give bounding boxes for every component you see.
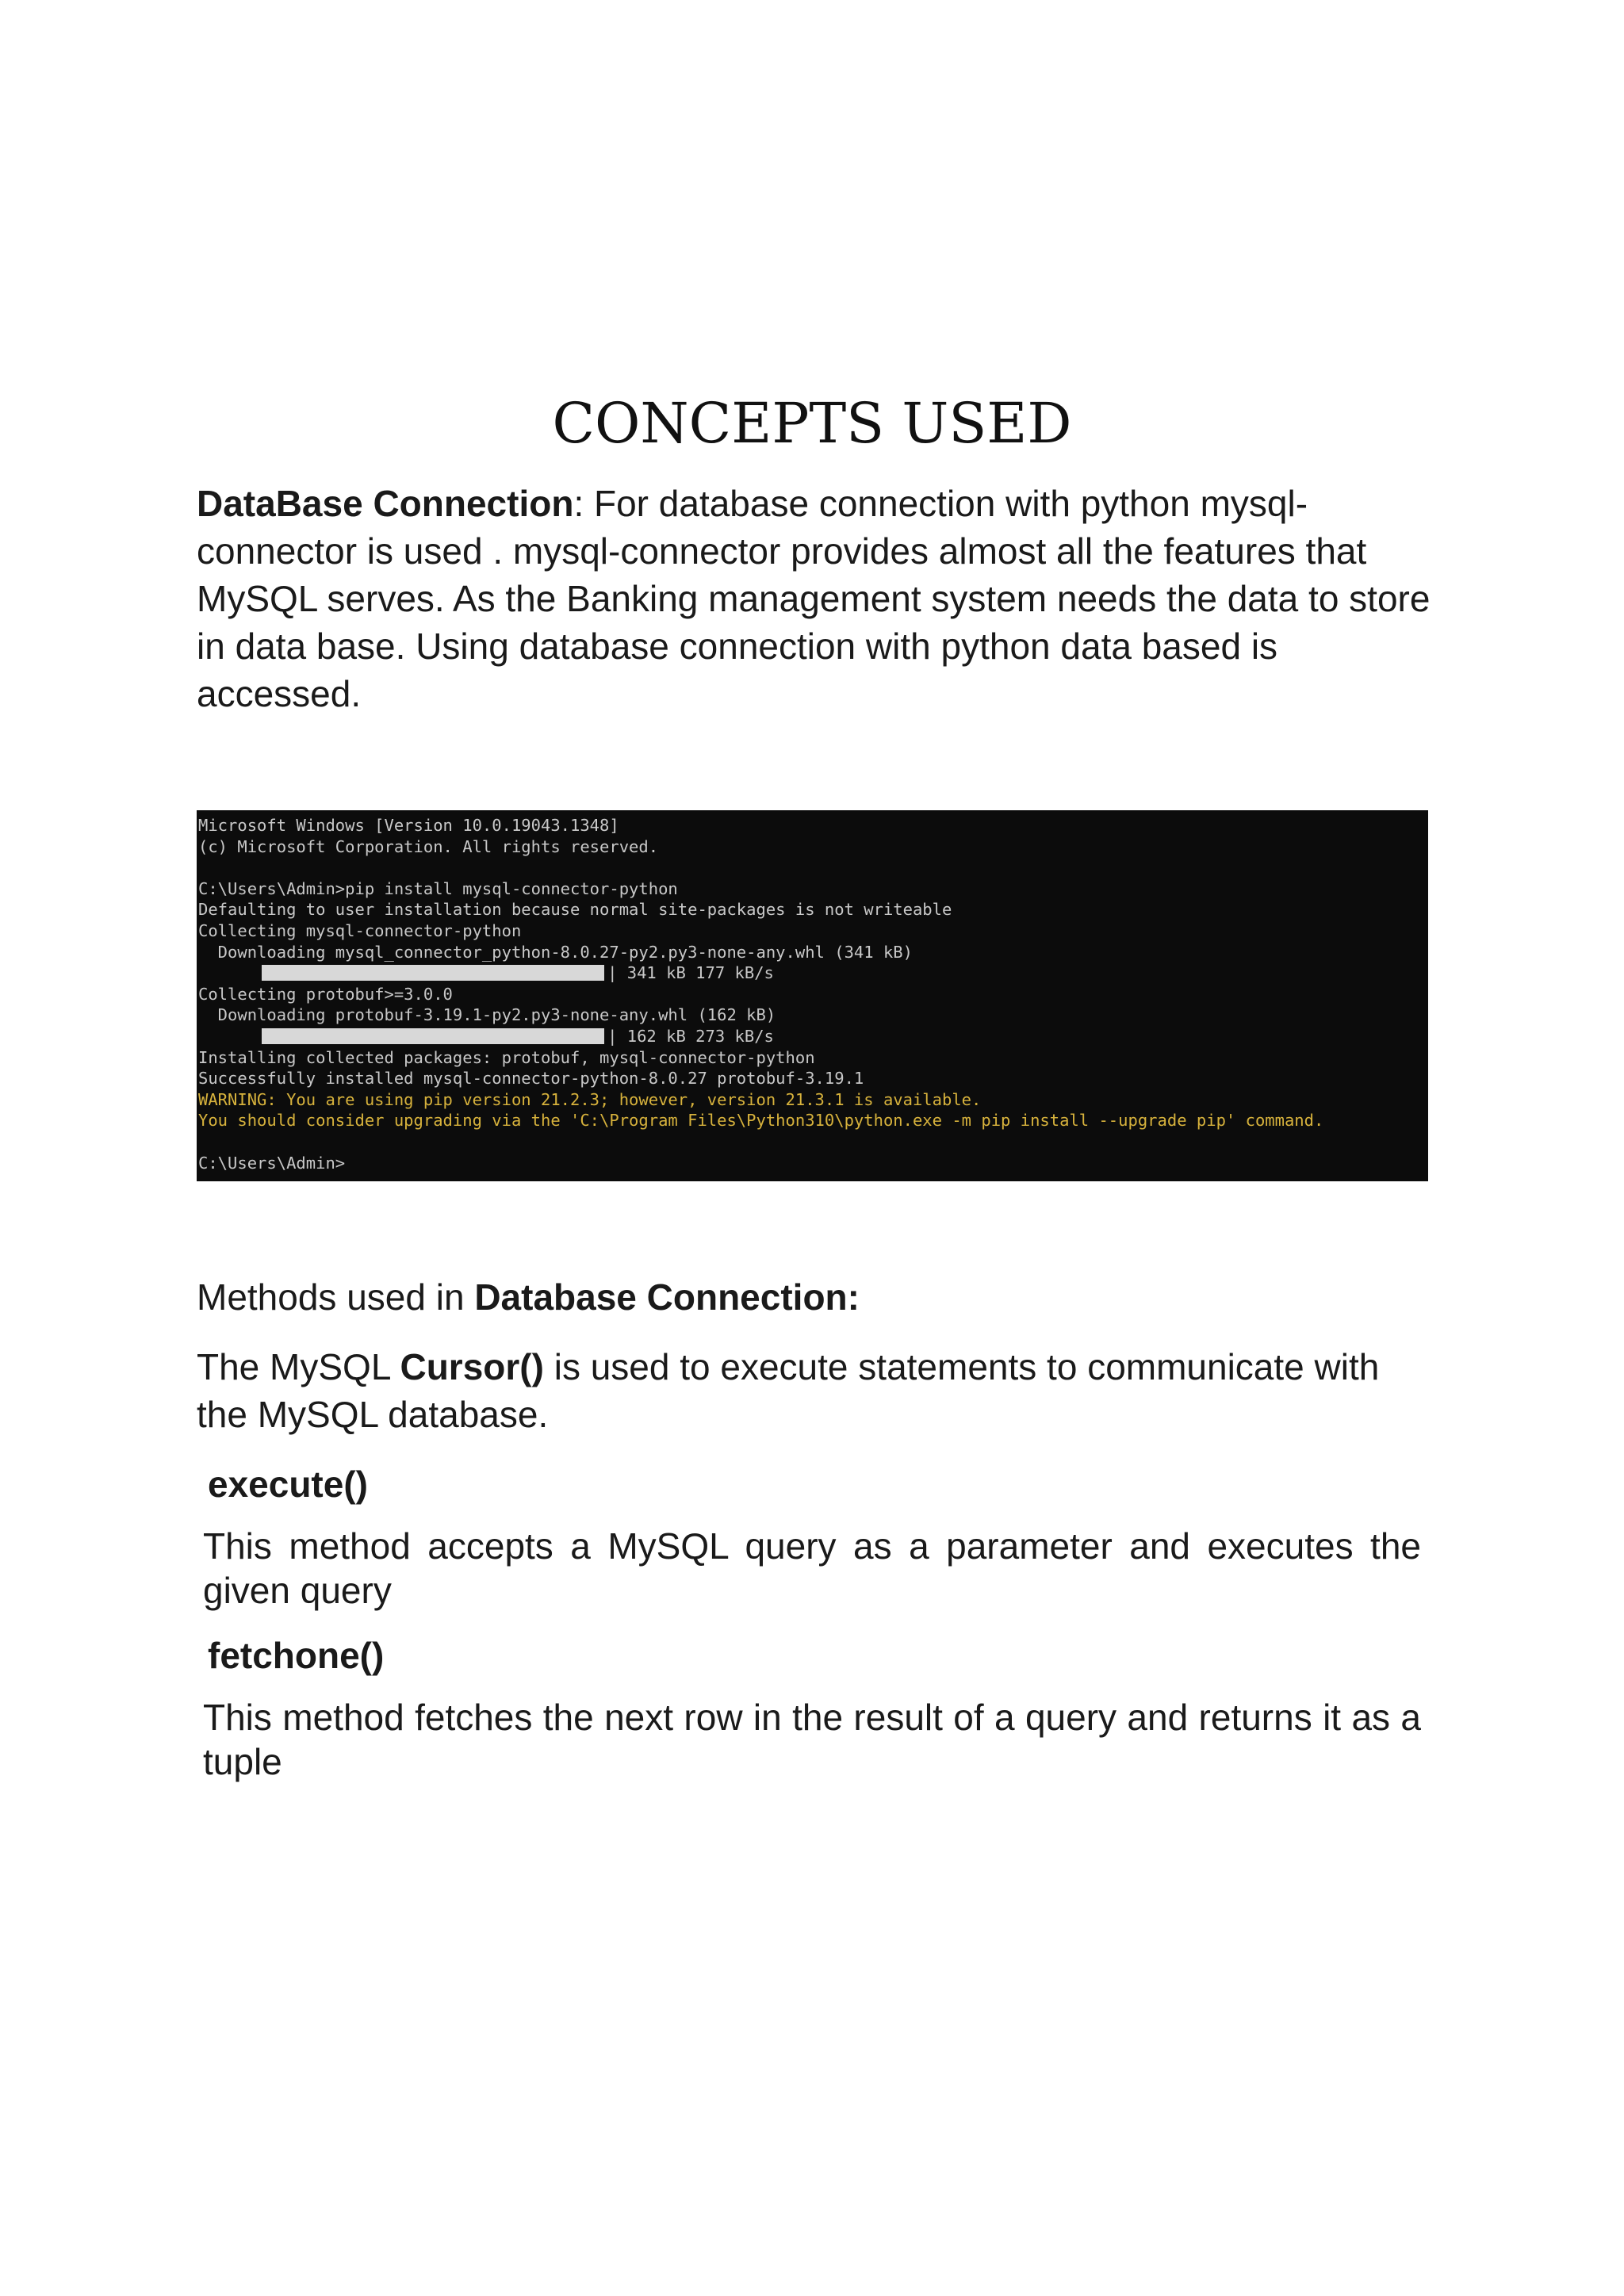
terminal-screenshot xyxy=(197,810,1428,1181)
progress-text: | 162 kB 273 kB/s xyxy=(607,1026,774,1046)
terminal-progress-line xyxy=(198,962,1428,984)
terminal-warning-line: WARNING: You are using pip version 21.2.3; however, version 21.3.1 is available. xyxy=(198,1089,982,1109)
method-name-execute: execute() xyxy=(208,1464,368,1505)
terminal-warning-line: You should consider upgrading via the 'C:\Program Files\Python310\python.exe -m pip install --upgrade pip' command. xyxy=(198,1111,1324,1131)
progress-bar xyxy=(262,1028,604,1044)
terminal-line: Successfully installed mysql-connector-python-8.0.27 protobuf-3.19.1 xyxy=(198,1069,864,1089)
cursor-suffix: is used to execute statements to communicate with the MySQL database. xyxy=(197,1346,1380,1435)
terminal-line: Downloading mysql_connector_python-8.0.27-py2.py3-none-any.whl (341 kB) xyxy=(198,942,913,962)
progress-bar xyxy=(262,965,604,981)
terminal-line: Microsoft Windows [Version 10.0.19043.1348] xyxy=(198,816,619,835)
methods-heading-bold: Database Connection: xyxy=(474,1276,860,1318)
intro-text: : For database connection with python mysql-connector is used . mysql-connector provides almost all the features that MySQL serves. As the Banking management system needs the data to store in data base. Using database connection with python data based is accessed. xyxy=(197,483,1431,714)
terminal-line: Collecting mysql-connector-python xyxy=(198,920,522,940)
methods-heading xyxy=(197,1273,1434,1321)
intro-term: DataBase Connection xyxy=(197,483,574,524)
methods-heading-prefix: Methods used in xyxy=(197,1276,475,1318)
page-title: CONCEPTS USED xyxy=(552,391,1072,456)
cursor-prefix: The MySQL xyxy=(197,1346,400,1387)
terminal-prompt: C:\Users\Admin> xyxy=(198,1153,346,1173)
terminal-progress-line xyxy=(198,1026,1428,1047)
intro-paragraph xyxy=(197,480,1434,718)
method-name-fetchone: fetchone() xyxy=(208,1635,385,1676)
cursor-paragraph xyxy=(197,1343,1434,1438)
method-description-fetchone: This method fetches the next row in the result of a query and returns it as a tuple xyxy=(203,1697,1421,1782)
terminal-line: Downloading protobuf-3.19.1-py2.py3-none-any.whl (162 kB) xyxy=(198,1005,776,1025)
terminal-line: (c) Microsoft Corporation. All rights reserved. xyxy=(198,836,659,856)
terminal-line: C:\Users\Admin>pip install mysql-connector-python xyxy=(198,878,678,898)
terminal-line: Collecting protobuf>=3.0.0 xyxy=(198,984,453,1004)
terminal-line: Installing collected packages: protobuf, mysql-connector-python xyxy=(198,1047,815,1067)
terminal-line xyxy=(198,857,1428,878)
terminal-line: Defaulting to user installation because normal site-packages is not writeable xyxy=(198,900,952,920)
method-description-execute: This method accepts a MySQL query as a parameter and executes the given query xyxy=(203,1525,1421,1611)
terminal-line xyxy=(198,1131,1428,1153)
cursor-term: Cursor() xyxy=(400,1346,544,1387)
progress-text: | 341 kB 177 kB/s xyxy=(607,963,774,983)
